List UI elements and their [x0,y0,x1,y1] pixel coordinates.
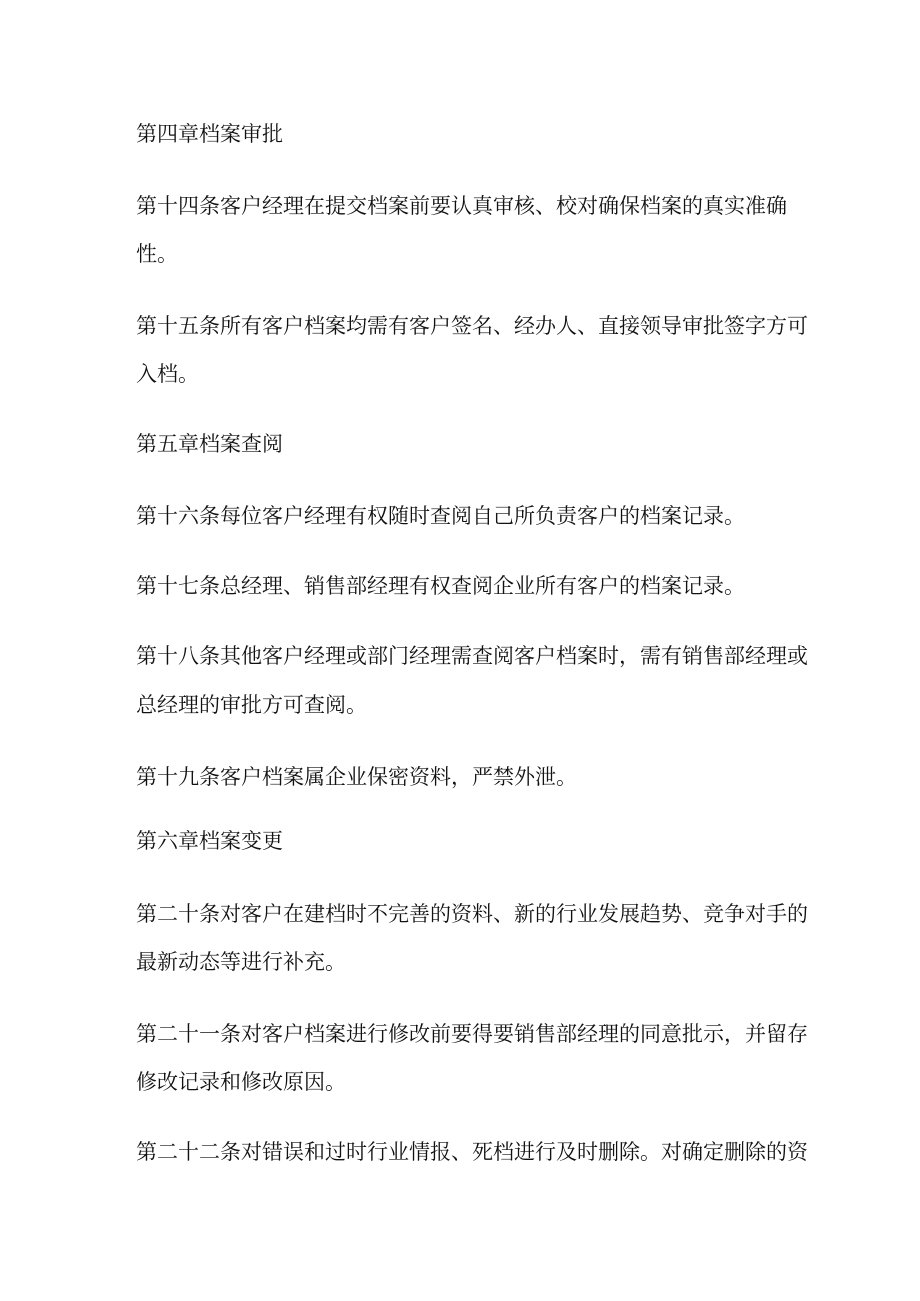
article-15-line-2: 入档。 [136,362,199,386]
article-16-line-1: 第十六条每位客户经理有权随时查阅自己所负责客户的档案记录。 [136,504,745,528]
article-17-line-1: 第十七条总经理、销售部经理有权查阅企业所有客户的档案记录。 [136,574,745,598]
article-20-line-1: 第二十条对客户在建档时不完善的资料、新的行业发展趋势、竞争对手的 [136,902,808,926]
chapter-heading-5: 第五章档案查阅 [136,432,283,456]
article-14-line-1: 第十四条客户经理在提交档案前要认真审核、校对确保档案的真实准确 [136,194,787,218]
article-15-line-1: 第十五条所有客户档案均需有客户签名、经办人、直接领导审批签字方可 [136,314,808,338]
article-14-line-2: 性。 [136,242,178,266]
chapter-heading-6: 第六章档案变更 [136,829,283,853]
article-19-line-1: 第十九条客户档案属企业保密资料，严禁外泄。 [136,765,577,789]
article-21-line-2: 修改记录和修改原因。 [136,1070,346,1094]
article-18-line-2: 总经理的审批方可查阅。 [136,693,367,717]
article-21-line-1: 第二十一条对客户档案进行修改前要得要销售部经理的同意批示，并留存 [136,1022,808,1046]
article-22-line-1: 第二十二条对错误和过时行业情报、死档进行及时删除。对确定删除的资 [136,1140,808,1164]
article-20-line-2: 最新动态等进行补充。 [136,950,346,974]
chapter-heading-4: 第四章档案审批 [136,122,283,146]
article-18-line-1: 第十八条其他客户经理或部门经理需查阅客户档案时，需有销售部经理或 [136,644,808,668]
